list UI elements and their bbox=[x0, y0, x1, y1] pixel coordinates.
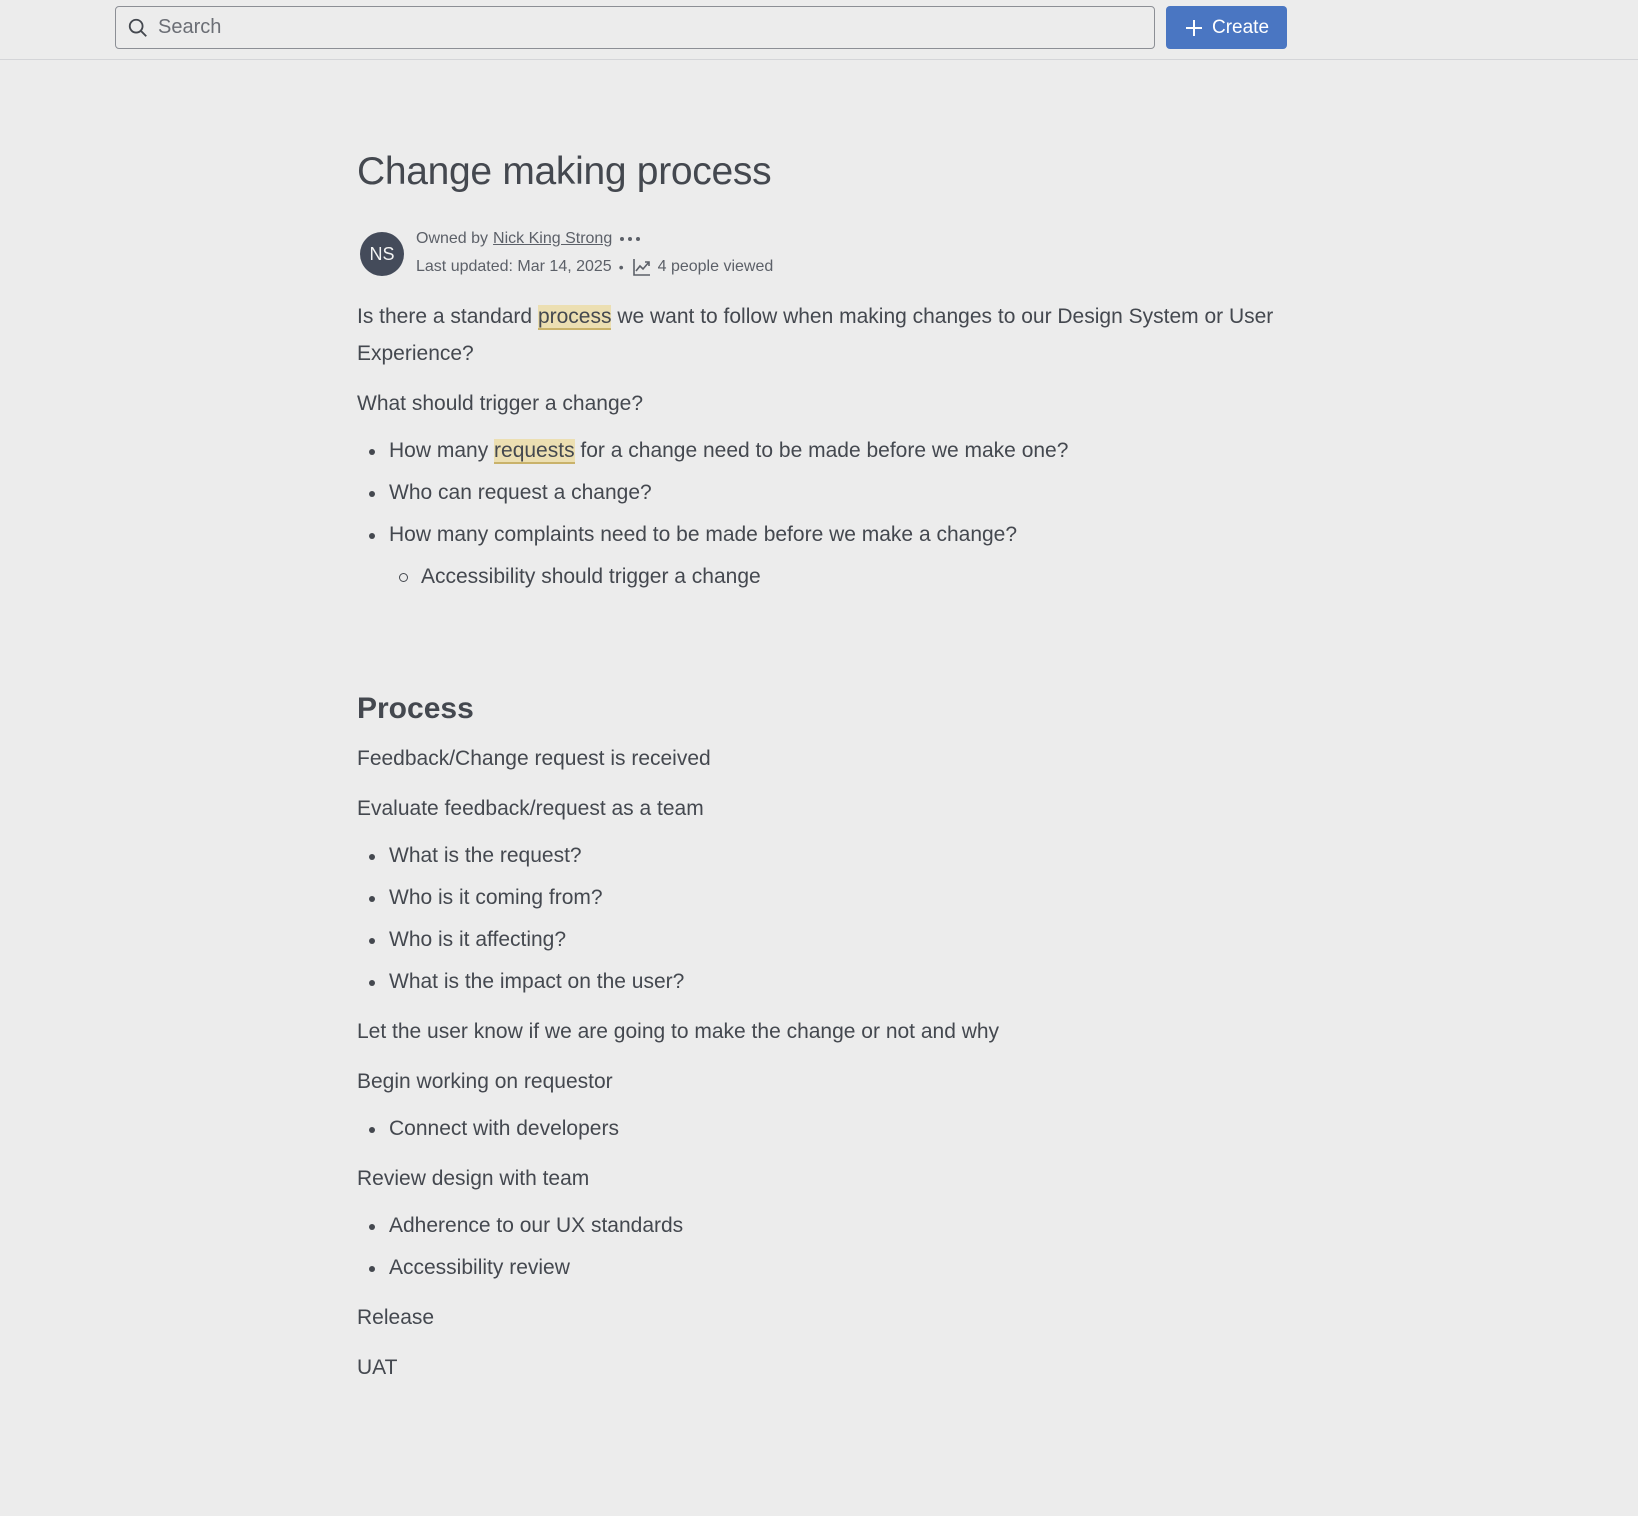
list-item: How many complaints need to be made before we make a change? bbox=[357, 514, 1357, 556]
owner-line bbox=[416, 230, 640, 248]
avatar-initials: NS bbox=[369, 243, 395, 264]
search-input[interactable] bbox=[158, 16, 1118, 39]
trigger-list bbox=[357, 430, 1357, 598]
highlighted-term-process[interactable]: process bbox=[537, 305, 612, 328]
page-title: Change making process bbox=[357, 150, 772, 193]
step-text: UAT bbox=[357, 1356, 398, 1379]
plus-icon bbox=[1184, 18, 1204, 38]
intro-text-start: Is there a standard bbox=[357, 305, 538, 328]
step-text: Evaluate feedback/request as a team bbox=[357, 797, 704, 820]
list-item: Accessibility review bbox=[357, 1247, 1357, 1289]
list-item: Connect with developers bbox=[357, 1108, 1357, 1150]
intro-paragraph bbox=[357, 298, 1357, 372]
create-label: Create bbox=[1211, 16, 1270, 38]
sub-list-item: Accessibility should trigger a change bbox=[357, 556, 1357, 598]
separator-dot: • bbox=[618, 259, 624, 275]
search-icon bbox=[127, 17, 149, 39]
search-box[interactable] bbox=[115, 6, 1155, 49]
list-item bbox=[357, 430, 1357, 472]
list-item: Adherence to our UX standards bbox=[357, 1205, 1357, 1247]
step-text: Begin working on requestor bbox=[357, 1070, 613, 1093]
avatar[interactable] bbox=[360, 232, 404, 276]
bullet-text: How many bbox=[389, 439, 495, 462]
list-item: Who is it coming from? bbox=[357, 877, 1357, 919]
list-item: Who can request a change? bbox=[357, 472, 1357, 514]
intro-text-end: we want to follow when making changes to our Design System or User Experience? bbox=[357, 305, 1274, 365]
step-text: Let the user know if we are going to make the change or not and why bbox=[357, 1020, 1000, 1043]
updated-line bbox=[416, 257, 773, 277]
requestor-list bbox=[357, 1108, 1357, 1150]
top-bar bbox=[0, 0, 1638, 60]
step-text: Feedback/Change request is received bbox=[357, 747, 711, 770]
create-button[interactable] bbox=[1166, 6, 1287, 49]
evaluate-list bbox=[357, 835, 1357, 1003]
step-text: Review design with team bbox=[357, 1167, 590, 1190]
bullet-text: for a change need to be made before we make one? bbox=[574, 439, 1069, 462]
review-list bbox=[357, 1205, 1357, 1289]
page-meta bbox=[357, 224, 1357, 280]
step-text: Release bbox=[357, 1306, 435, 1329]
list-item: What is the impact on the user? bbox=[357, 961, 1357, 1003]
viewers-count[interactable]: 4 people viewed bbox=[657, 258, 774, 275]
page-content bbox=[357, 150, 1357, 1386]
owner-prefix: Owned by bbox=[416, 230, 489, 247]
analytics-chart-icon bbox=[632, 257, 652, 277]
highlighted-term-requests[interactable]: requests bbox=[494, 439, 575, 462]
last-updated: Last updated: Mar 14, 2025 bbox=[416, 258, 612, 275]
list-item: Who is it affecting? bbox=[357, 919, 1357, 961]
more-options-icon[interactable] bbox=[620, 237, 640, 241]
trigger-question: What should trigger a change? bbox=[357, 392, 644, 415]
section-heading-process: Process bbox=[357, 692, 474, 725]
owner-link[interactable]: Nick King Strong bbox=[493, 230, 613, 247]
list-item: What is the request? bbox=[357, 835, 1357, 877]
